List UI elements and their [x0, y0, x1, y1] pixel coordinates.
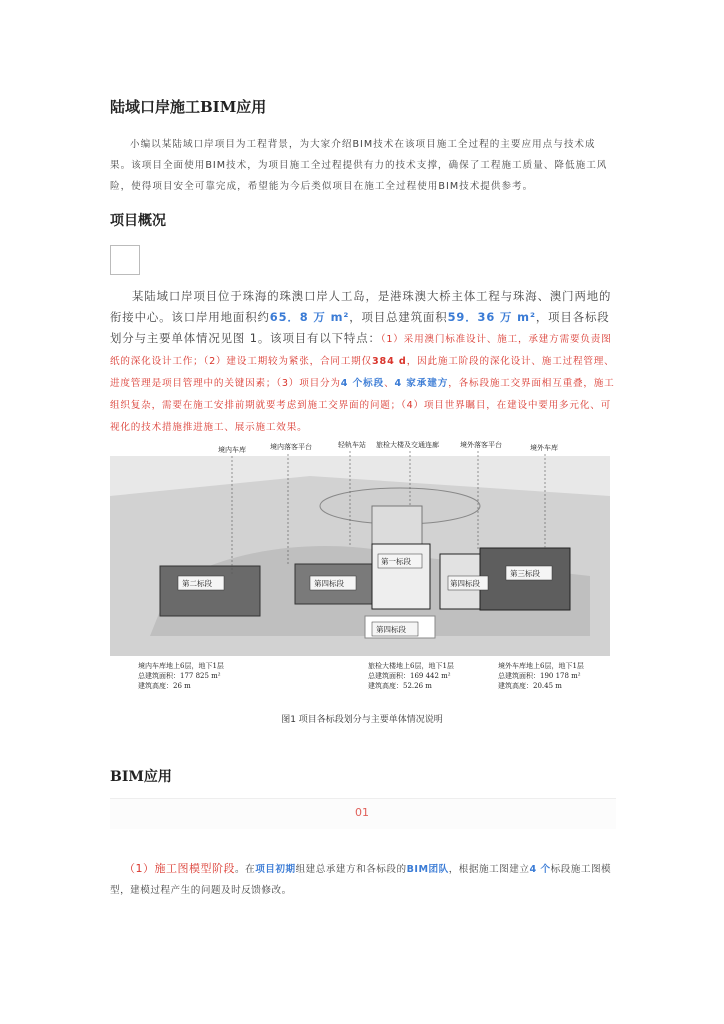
- note-2-1: 总建筑面积：190 178 m²: [498, 672, 581, 680]
- section-heading-overview: 项目概况: [110, 213, 166, 229]
- note-0-2: 建筑高度：26 m: [138, 682, 191, 690]
- note-2-2: 建筑高度：20.45 m: [498, 682, 562, 690]
- section-label-1: 第一标段: [381, 557, 411, 566]
- fig-label-2: 轻轨车站: [338, 441, 366, 449]
- fig-label-3: 旅检大楼及交通连廊: [376, 441, 439, 449]
- land-area: 65．8 万 m²: [269, 310, 350, 324]
- feature-text-3: ，各标段施工交界面相互重叠，施工组织复杂，需要在施工安排前期就要考虑到施工交界面的问题；（4）项目世界瞩目，在建设中要用多元化、可视化的技术措施推进施工、展示施工效果。: [110, 378, 615, 433]
- intro-paragraph: 小编以某陆域口岸项目为工程背景，为大家介绍BIM技术在该项目施工全过程的主要应用点与技术成果。该项目全面使用BIM技术，为项目施工全过程提供有力的技术支撑，确保了工程施工质量、降低施工风险，使得项目安全可靠完成，希望能为今后类似项目在施工全过程使用BIM技术提供参考。: [110, 139, 608, 192]
- figure-caption: 图1 项目各标段划分与主要单体情况说明: [281, 715, 443, 725]
- note-1-0: 旅检大楼地上6层，地下1层: [368, 662, 454, 670]
- section-count: 4 个标段: [340, 378, 385, 389]
- bim-stage-title: （1）施工图模型阶段: [124, 862, 235, 875]
- feature-text-1: （1）采用澳门标准设计、施工，承建方需要负责图纸的深化设计工作；（2）建设工期较为紧张，合同工期仅: [110, 334, 612, 367]
- bim-team: BIM团队: [406, 864, 449, 875]
- section-label-4b: 第四标段: [450, 579, 480, 588]
- note-1-1: 总建筑面积：169 442 m²: [368, 672, 451, 680]
- note-1-2: 建筑高度：52.26 m: [368, 682, 432, 690]
- contract-days: 384 d: [371, 356, 407, 367]
- overview-text-a: 某陆域口岸项目位于珠海的珠澳口岸人工岛，是港珠澳大桥主体工程与珠海、澳门两地的衔接中心。该口岸用地面积约: [110, 289, 612, 324]
- fig-label-1: 境内落客平台: [270, 443, 312, 451]
- bim-text-d: 标段施工图模型，建模过程产生的问题及时反馈修改。: [110, 864, 612, 896]
- section-label-3: 第三标段: [510, 569, 540, 578]
- note-2-0: 境外车库地上6层，地下1层: [498, 662, 584, 670]
- fig-label-0: 境内车库: [218, 446, 246, 454]
- section-heading-bim: BIM应用: [110, 769, 172, 785]
- fig-label-4: 境外落客平台: [460, 441, 502, 449]
- section-label-4c: 第四标段: [376, 625, 406, 634]
- note-0-0: 境内车库地上6层，地下1层: [138, 662, 224, 670]
- overview-text-c: ，项目各标段划分与主要单体情况见图 1。该项目有以下特点：: [110, 310, 610, 345]
- bim-early: 项目初期: [255, 864, 296, 875]
- note-0-1: 总建筑面积：177 825 m²: [138, 672, 221, 680]
- step-number: 01: [355, 806, 369, 819]
- page-title: 陆域口岸施工BIM应用: [110, 98, 267, 116]
- separator: 、: [384, 378, 395, 389]
- bim-text-c: ，根据施工图建立: [448, 864, 530, 875]
- bim-text-b: 组建总承建方和各标段的: [295, 864, 407, 875]
- bim-paragraph: [110, 858, 616, 901]
- section-label-2: 第二标段: [182, 579, 212, 588]
- overview-text-b: ，项目总建筑面积: [349, 310, 448, 324]
- feature-text-2: ，因此施工阶段的深化设计、施工过程管理、进度管理是项目管理中的关键因素；（3）项目分为: [110, 356, 615, 389]
- image-placeholder: [110, 245, 140, 275]
- bim-count: 4 个: [529, 864, 551, 875]
- section-label-4a: 第四标段: [314, 579, 344, 588]
- site-plan-figure: [110, 436, 610, 696]
- building-area: 59．36 万 m²: [447, 310, 536, 324]
- fig-label-5: 境外车库: [530, 444, 558, 452]
- overview-paragraph: [110, 286, 616, 438]
- bim-text-a: 。在: [235, 864, 256, 875]
- contractor-count: 4 家承建方: [394, 378, 449, 389]
